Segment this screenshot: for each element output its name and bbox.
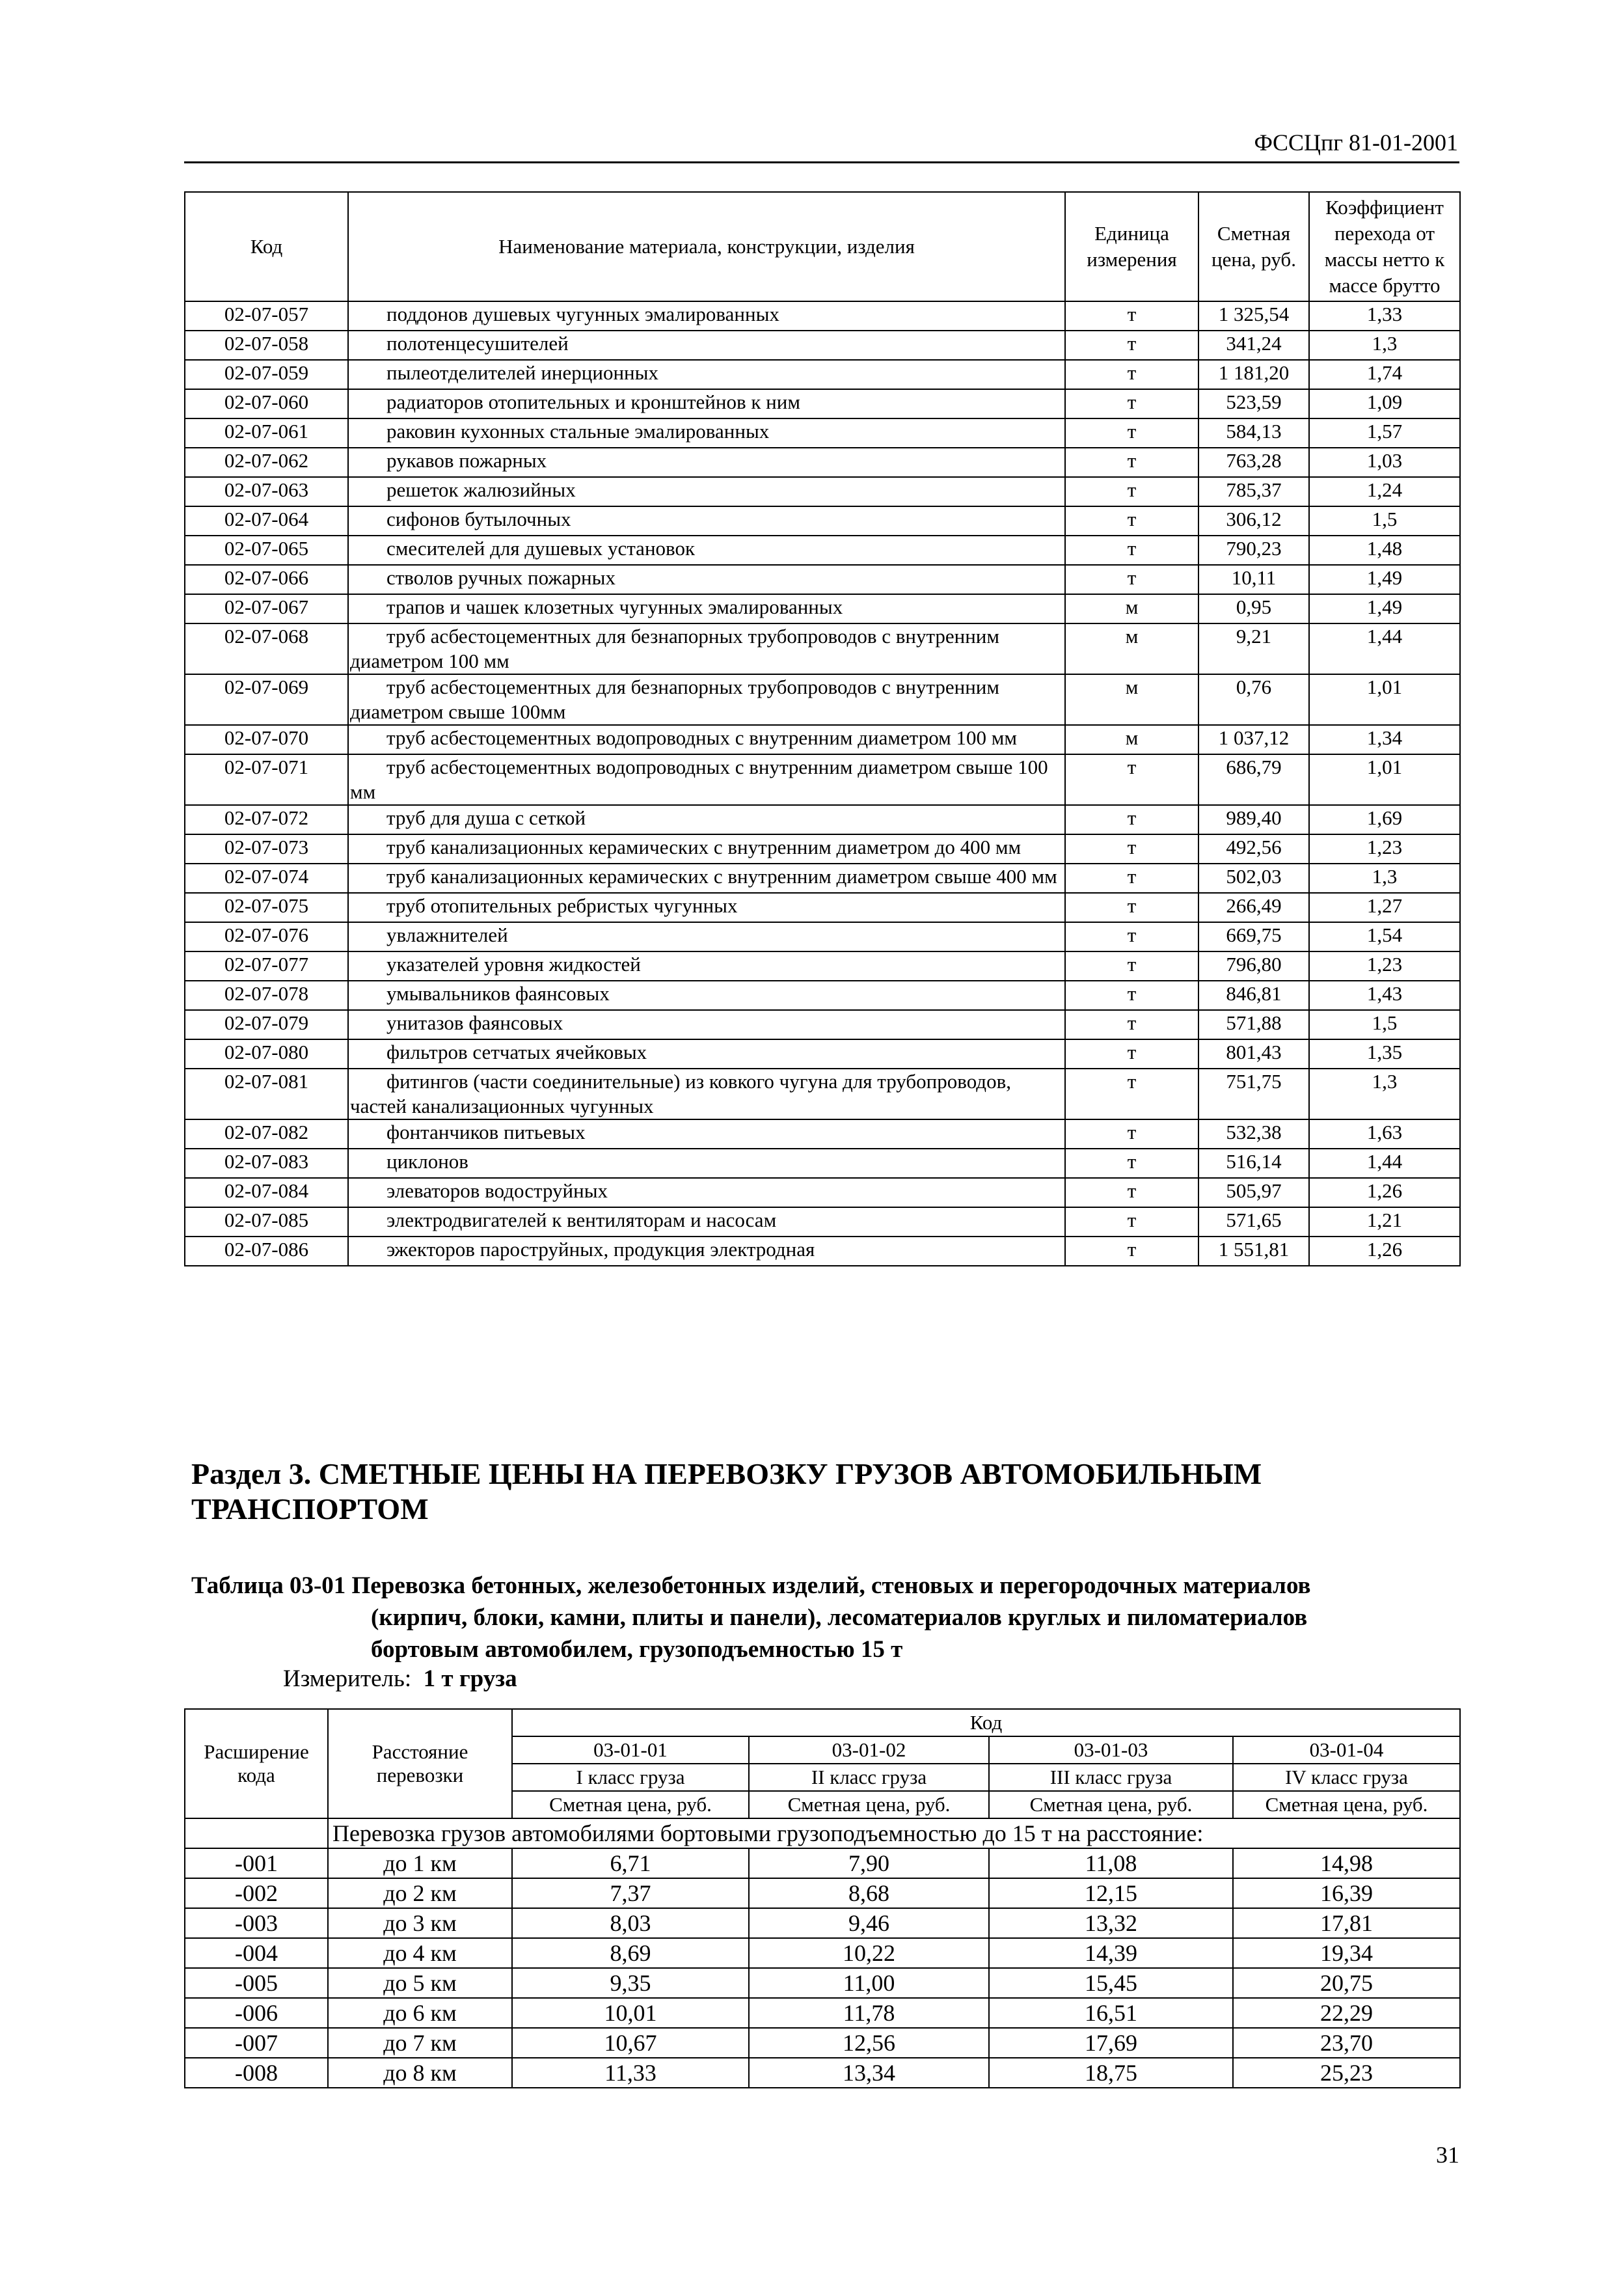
table-row <box>185 1207 1460 1237</box>
subheader-text: Перевозка грузов автомобилями бортовыми грузоподъемностью до 15 т на расстояние: <box>328 1818 1460 1848</box>
cell-price-class-2: 12,56 <box>749 2028 989 2058</box>
cell-name: увлажнителей <box>348 922 1065 951</box>
table-row <box>185 674 1460 725</box>
measure-label: Измеритель: <box>283 1665 412 1692</box>
table-row <box>185 981 1460 1010</box>
header-price-label: Сметная цена, руб. <box>749 1791 989 1818</box>
cell-unit: т <box>1065 951 1198 981</box>
cell-price-class-3: 18,75 <box>989 2058 1233 2088</box>
table-row <box>185 1039 1460 1069</box>
cell-price-class-1: 6,71 <box>512 1848 749 1878</box>
table-row <box>185 922 1460 951</box>
table-row <box>185 1848 1460 1878</box>
cell-unit: т <box>1065 834 1198 864</box>
page-number: 31 <box>1436 2142 1459 2168</box>
cell-price: 306,12 <box>1198 506 1309 536</box>
cell-code: 02-07-085 <box>185 1207 348 1237</box>
cell-coefficient: 1,24 <box>1309 477 1460 506</box>
table-row <box>185 2028 1460 2058</box>
cell-coefficient: 1,69 <box>1309 805 1460 834</box>
header-cargo-class: IV класс груза <box>1233 1764 1460 1791</box>
cell-coefficient: 1,26 <box>1309 1178 1460 1207</box>
cell-price-class-3: 16,51 <box>989 1998 1233 2028</box>
cell-code: 02-07-078 <box>185 981 348 1010</box>
cell-price: 1 551,81 <box>1198 1237 1309 1266</box>
cell-name: труб для душа с сеткой <box>348 805 1065 834</box>
cell-distance: до 6 км <box>328 1998 512 2028</box>
cell-code-extension: -007 <box>185 2028 328 2058</box>
cell-price: 0,95 <box>1198 594 1309 623</box>
header-code-group: Код <box>512 1709 1460 1736</box>
cell-unit: т <box>1065 805 1198 834</box>
cell-code: 02-07-061 <box>185 418 348 448</box>
cell-price: 669,75 <box>1198 922 1309 951</box>
cell-code: 02-07-060 <box>185 389 348 418</box>
cell-code: 02-07-059 <box>185 360 348 389</box>
table-row <box>185 893 1460 922</box>
cell-price-class-2: 11,78 <box>749 1998 989 2028</box>
cell-name: полотенцесушителей <box>348 331 1065 360</box>
cell-coefficient: 1,21 <box>1309 1207 1460 1237</box>
cell-code: 02-07-070 <box>185 725 348 754</box>
cell-code: 02-07-071 <box>185 754 348 805</box>
cell-name: элеваторов водоструйных <box>348 1178 1065 1207</box>
cell-price: 9,21 <box>1198 623 1309 674</box>
header-code: 03-01-03 <box>989 1736 1233 1764</box>
cell-name: смесителей для душевых установок <box>348 536 1065 565</box>
table-row <box>185 331 1460 360</box>
measure-unit <box>283 1665 517 1693</box>
cell-code-extension: -005 <box>185 1968 328 1998</box>
cell-price-class-2: 10,22 <box>749 1938 989 1968</box>
cell-code: 02-07-077 <box>185 951 348 981</box>
cell-name: труб асбестоцементных для безнапорных трубопроводов с внутренним диаметром 100 мм <box>348 623 1065 674</box>
header-rule <box>184 161 1459 163</box>
cell-code: 02-07-084 <box>185 1178 348 1207</box>
table-row <box>185 506 1460 536</box>
cell-coefficient: 1,3 <box>1309 331 1460 360</box>
header-cargo-class: II класс груза <box>749 1764 989 1791</box>
header-name: Наименование материала, конструкции, изделия <box>348 192 1065 301</box>
cell-price: 0,76 <box>1198 674 1309 725</box>
cell-price-class-3: 11,08 <box>989 1848 1233 1878</box>
cell-name: труб канализационных керамических с внутренним диаметром до 400 мм <box>348 834 1065 864</box>
cell-coefficient: 1,49 <box>1309 594 1460 623</box>
table-row <box>185 448 1460 477</box>
cell-price-class-3: 13,32 <box>989 1908 1233 1938</box>
cell-price-class-4: 23,70 <box>1233 2028 1460 2058</box>
table-header-row <box>185 192 1460 301</box>
cell-code: 02-07-067 <box>185 594 348 623</box>
cell-price-class-2: 7,90 <box>749 1848 989 1878</box>
cell-code: 02-07-076 <box>185 922 348 951</box>
cell-code: 02-07-082 <box>185 1119 348 1149</box>
cell-coefficient: 1,03 <box>1309 448 1460 477</box>
header-unit: Единица измерения <box>1065 192 1198 301</box>
cell-price: 751,75 <box>1198 1069 1309 1119</box>
table-row <box>185 1878 1460 1908</box>
cell-name: трапов и чашек клозетных чугунных эмалированных <box>348 594 1065 623</box>
cell-price-class-3: 15,45 <box>989 1968 1233 1998</box>
cell-name: труб асбестоцементных водопроводных с внутренним диаметром 100 мм <box>348 725 1065 754</box>
cell-name: унитазов фаянсовых <box>348 1010 1065 1039</box>
header-coefficient: Коэффициент перехода от массы нетто к массе брутто <box>1309 192 1460 301</box>
cell-price-class-1: 10,01 <box>512 1998 749 2028</box>
cell-price-class-4: 19,34 <box>1233 1938 1460 1968</box>
cell-code: 02-07-063 <box>185 477 348 506</box>
cell-unit: т <box>1065 331 1198 360</box>
cell-name: труб отопительных ребристых чугунных <box>348 893 1065 922</box>
cell-price-class-1: 9,35 <box>512 1968 749 1998</box>
cell-code: 02-07-081 <box>185 1069 348 1119</box>
cell-price: 571,65 <box>1198 1207 1309 1237</box>
table-caption <box>191 1570 1460 1665</box>
section-title: Раздел 3. СМЕТНЫЕ ЦЕНЫ НА ПЕРЕВОЗКУ ГРУЗОВ АВТОМОБИЛЬНЫМ ТРАНСПОРТОМ <box>191 1457 1262 1525</box>
cell-unit: т <box>1065 893 1198 922</box>
cell-code-extension: -001 <box>185 1848 328 1878</box>
cell-code: 02-07-080 <box>185 1039 348 1069</box>
cell-code: 02-07-065 <box>185 536 348 565</box>
cell-unit: т <box>1065 360 1198 389</box>
cell-name: труб асбестоцементных для безнапорных трубопроводов с внутренним диаметром свыше 100мм <box>348 674 1065 725</box>
cell-price: 492,56 <box>1198 834 1309 864</box>
cell-price-class-4: 14,98 <box>1233 1848 1460 1878</box>
table-row <box>185 623 1460 674</box>
cell-name: фонтанчиков питьевых <box>348 1119 1065 1149</box>
cell-unit: т <box>1065 1069 1198 1119</box>
cell-unit: т <box>1065 418 1198 448</box>
cell-code: 02-07-057 <box>185 301 348 331</box>
cell-unit: т <box>1065 536 1198 565</box>
cell-price-class-2: 8,68 <box>749 1878 989 1908</box>
header-price-label: Сметная цена, руб. <box>989 1791 1233 1818</box>
cell-price: 1 325,54 <box>1198 301 1309 331</box>
cell-price: 266,49 <box>1198 893 1309 922</box>
document-code-header: ФССЦпг 81-01-2001 <box>1254 130 1458 156</box>
cell-name: циклонов <box>348 1149 1065 1178</box>
cell-price: 341,24 <box>1198 331 1309 360</box>
cell-price: 846,81 <box>1198 981 1309 1010</box>
header-price-label: Сметная цена, руб. <box>1233 1791 1460 1818</box>
cell-code: 02-07-066 <box>185 565 348 594</box>
cell-code-extension: -008 <box>185 2058 328 2088</box>
cell-unit: т <box>1065 981 1198 1010</box>
cell-unit: т <box>1065 922 1198 951</box>
cell-coefficient: 1,44 <box>1309 1149 1460 1178</box>
cell-distance: до 3 км <box>328 1908 512 1938</box>
cell-code: 02-07-058 <box>185 331 348 360</box>
cell-name: стволов ручных пожарных <box>348 565 1065 594</box>
table-row <box>185 1010 1460 1039</box>
cell-coefficient: 1,57 <box>1309 418 1460 448</box>
caption-line-2: (кирпич, блоки, камни, плиты и панели), лесоматериалов круглых и пиломатериалов <box>371 1604 1308 1631</box>
cell-code-extension: -004 <box>185 1938 328 1968</box>
cell-price-class-3: 12,15 <box>989 1878 1233 1908</box>
cell-code: 02-07-072 <box>185 805 348 834</box>
table-row <box>185 1237 1460 1266</box>
cell-name: электродвигателей к вентиляторам и насосам <box>348 1207 1065 1237</box>
cell-price: 523,59 <box>1198 389 1309 418</box>
cell-name: рукавов пожарных <box>348 448 1065 477</box>
cell-coefficient: 1,26 <box>1309 1237 1460 1266</box>
cell-code: 02-07-086 <box>185 1237 348 1266</box>
table-row <box>185 565 1460 594</box>
cell-price-class-2: 11,00 <box>749 1968 989 1998</box>
cell-coefficient: 1,23 <box>1309 834 1460 864</box>
cell-distance: до 2 км <box>328 1878 512 1908</box>
cell-price-class-1: 10,67 <box>512 2028 749 2058</box>
cell-code-extension: -006 <box>185 1998 328 2028</box>
cell-unit: т <box>1065 565 1198 594</box>
cell-unit: т <box>1065 301 1198 331</box>
cell-name: решеток жалюзийных <box>348 477 1065 506</box>
header-code-extension: Расширение кода <box>185 1709 328 1818</box>
cell-price-class-4: 22,29 <box>1233 1998 1460 2028</box>
cell-code: 02-07-075 <box>185 893 348 922</box>
cell-unit: м <box>1065 725 1198 754</box>
cell-price: 1 037,12 <box>1198 725 1309 754</box>
cell-price-class-3: 17,69 <box>989 2028 1233 2058</box>
table-row <box>185 1149 1460 1178</box>
cell-price: 1 181,20 <box>1198 360 1309 389</box>
cell-unit: т <box>1065 1149 1198 1178</box>
table-row <box>185 1178 1460 1207</box>
cell-price-class-3: 14,39 <box>989 1938 1233 1968</box>
cell-unit: м <box>1065 674 1198 725</box>
cell-unit: т <box>1065 754 1198 805</box>
header-distance: Расстояние перевозки <box>328 1709 512 1818</box>
cell-name: эжекторов пароструйных, продукция электродная <box>348 1237 1065 1266</box>
cell-unit: м <box>1065 594 1198 623</box>
cell-price-class-4: 25,23 <box>1233 2058 1460 2088</box>
cell-price: 989,40 <box>1198 805 1309 834</box>
cell-coefficient: 1,01 <box>1309 674 1460 725</box>
cell-name: радиаторов отопительных и кронштейнов к ним <box>348 389 1065 418</box>
table-row <box>185 1968 1460 1998</box>
cell-name: труб канализационных керамических с внутренним диаметром свыше 400 мм <box>348 864 1065 893</box>
cell-coefficient: 1,27 <box>1309 893 1460 922</box>
cell-price: 801,43 <box>1198 1039 1309 1069</box>
table-row <box>185 864 1460 893</box>
header-code: 03-01-01 <box>512 1736 749 1764</box>
cell-unit: т <box>1065 448 1198 477</box>
measure-value: 1 т груза <box>423 1665 517 1692</box>
materials-price-table <box>184 191 1461 1266</box>
caption-line-3: бортовым автомобилем, грузоподъемностью 15 т <box>371 1636 903 1663</box>
table-row <box>185 360 1460 389</box>
cell-price-class-2: 13,34 <box>749 2058 989 2088</box>
cell-coefficient: 1,63 <box>1309 1119 1460 1149</box>
cell-code: 02-07-062 <box>185 448 348 477</box>
cell-name: указателей уровня жидкостей <box>348 951 1065 981</box>
cell-unit: т <box>1065 506 1198 536</box>
cell-price-class-1: 11,33 <box>512 2058 749 2088</box>
table-row <box>185 536 1460 565</box>
cell-price: 796,80 <box>1198 951 1309 981</box>
cell-unit: т <box>1065 1207 1198 1237</box>
cell-unit: т <box>1065 1237 1198 1266</box>
table-row <box>185 389 1460 418</box>
table-row <box>185 2058 1460 2088</box>
cell-price-class-4: 20,75 <box>1233 1968 1460 1998</box>
cell-name: пылеотделителей инерционных <box>348 360 1065 389</box>
cell-coefficient: 1,35 <box>1309 1039 1460 1069</box>
table-row <box>185 725 1460 754</box>
cell-unit: м <box>1065 623 1198 674</box>
cell-price-class-2: 9,46 <box>749 1908 989 1938</box>
cell-distance: до 8 км <box>328 2058 512 2088</box>
cell-distance: до 1 км <box>328 1848 512 1878</box>
cell-unit: т <box>1065 864 1198 893</box>
cell-price: 10,11 <box>1198 565 1309 594</box>
cell-price: 505,97 <box>1198 1178 1309 1207</box>
cell-coefficient: 1,54 <box>1309 922 1460 951</box>
cell-price: 584,13 <box>1198 418 1309 448</box>
cell-code: 02-07-064 <box>185 506 348 536</box>
cell-coefficient: 1,09 <box>1309 389 1460 418</box>
cell-unit: т <box>1065 1010 1198 1039</box>
cell-coefficient: 1,3 <box>1309 1069 1460 1119</box>
cell-price: 763,28 <box>1198 448 1309 477</box>
cell-name: раковин кухонных стальные эмалированных <box>348 418 1065 448</box>
cell-price-class-4: 17,81 <box>1233 1908 1460 1938</box>
table-row <box>185 1998 1460 2028</box>
table-row <box>185 1119 1460 1149</box>
subheader-row <box>185 1818 1460 1848</box>
cell-coefficient: 1,34 <box>1309 725 1460 754</box>
cell-distance: до 7 км <box>328 2028 512 2058</box>
header-code: 03-01-04 <box>1233 1736 1460 1764</box>
cell-price-class-1: 8,69 <box>512 1938 749 1968</box>
cell-price: 686,79 <box>1198 754 1309 805</box>
table-row <box>185 805 1460 834</box>
table-row <box>185 301 1460 331</box>
table-row <box>185 477 1460 506</box>
cell-price: 785,37 <box>1198 477 1309 506</box>
cell-coefficient: 1,44 <box>1309 623 1460 674</box>
cell-price: 516,14 <box>1198 1149 1309 1178</box>
header-code: Код <box>185 192 348 301</box>
header-price: Сметная цена, руб. <box>1198 192 1309 301</box>
table-row <box>185 1908 1460 1938</box>
cell-code: 02-07-073 <box>185 834 348 864</box>
cell-distance: до 5 км <box>328 1968 512 1998</box>
header-code: 03-01-02 <box>749 1736 989 1764</box>
empty-cell <box>185 1818 328 1848</box>
cell-code-extension: -002 <box>185 1878 328 1908</box>
cell-unit: т <box>1065 1039 1198 1069</box>
cell-distance: до 4 км <box>328 1938 512 1968</box>
cell-coefficient: 1,49 <box>1309 565 1460 594</box>
cell-name: сифонов бутылочных <box>348 506 1065 536</box>
cell-unit: т <box>1065 389 1198 418</box>
cell-unit: т <box>1065 1178 1198 1207</box>
table-row <box>185 834 1460 864</box>
table-row <box>185 418 1460 448</box>
cell-coefficient: 1,5 <box>1309 506 1460 536</box>
table-row <box>185 951 1460 981</box>
cell-coefficient: 1,5 <box>1309 1010 1460 1039</box>
header-cargo-class: I класс груза <box>512 1764 749 1791</box>
cell-coefficient: 1,48 <box>1309 536 1460 565</box>
cell-code-extension: -003 <box>185 1908 328 1938</box>
cell-code: 02-07-068 <box>185 623 348 674</box>
header-cargo-class: III класс груза <box>989 1764 1233 1791</box>
cell-price: 532,38 <box>1198 1119 1309 1149</box>
header-price-label: Сметная цена, руб. <box>512 1791 749 1818</box>
cell-coefficient: 1,23 <box>1309 951 1460 981</box>
cell-code: 02-07-083 <box>185 1149 348 1178</box>
cell-coefficient: 1,74 <box>1309 360 1460 389</box>
cell-name: фитингов (части соединительные) из ковкого чугуна для трубопроводов, частей канализационных чугунных <box>348 1069 1065 1119</box>
cell-coefficient: 1,3 <box>1309 864 1460 893</box>
cell-price-class-1: 7,37 <box>512 1878 749 1908</box>
cell-code: 02-07-074 <box>185 864 348 893</box>
cell-name: фильтров сетчатых ячейковых <box>348 1039 1065 1069</box>
cell-price-class-1: 8,03 <box>512 1908 749 1938</box>
table-row <box>185 1069 1460 1119</box>
cell-price: 502,03 <box>1198 864 1309 893</box>
cell-unit: т <box>1065 477 1198 506</box>
cell-price-class-4: 16,39 <box>1233 1878 1460 1908</box>
cell-code: 02-07-079 <box>185 1010 348 1039</box>
cell-price: 790,23 <box>1198 536 1309 565</box>
cell-unit: т <box>1065 1119 1198 1149</box>
cell-coefficient: 1,01 <box>1309 754 1460 805</box>
cell-coefficient: 1,33 <box>1309 301 1460 331</box>
cell-name: поддонов душевых чугунных эмалированных <box>348 301 1065 331</box>
caption-line-1: Таблица 03-01 Перевозка бетонных, железобетонных изделий, стеновых и перегородочных материалов <box>191 1572 1311 1599</box>
cell-name: умывальников фаянсовых <box>348 981 1065 1010</box>
cell-price: 571,88 <box>1198 1010 1309 1039</box>
transport-price-table <box>184 1708 1461 2088</box>
cell-name: труб асбестоцементных водопроводных с внутренним диаметром свыше 100 мм <box>348 754 1065 805</box>
table-row <box>185 1938 1460 1968</box>
table-row <box>185 594 1460 623</box>
cell-code: 02-07-069 <box>185 674 348 725</box>
cell-coefficient: 1,43 <box>1309 981 1460 1010</box>
table-row <box>185 754 1460 805</box>
